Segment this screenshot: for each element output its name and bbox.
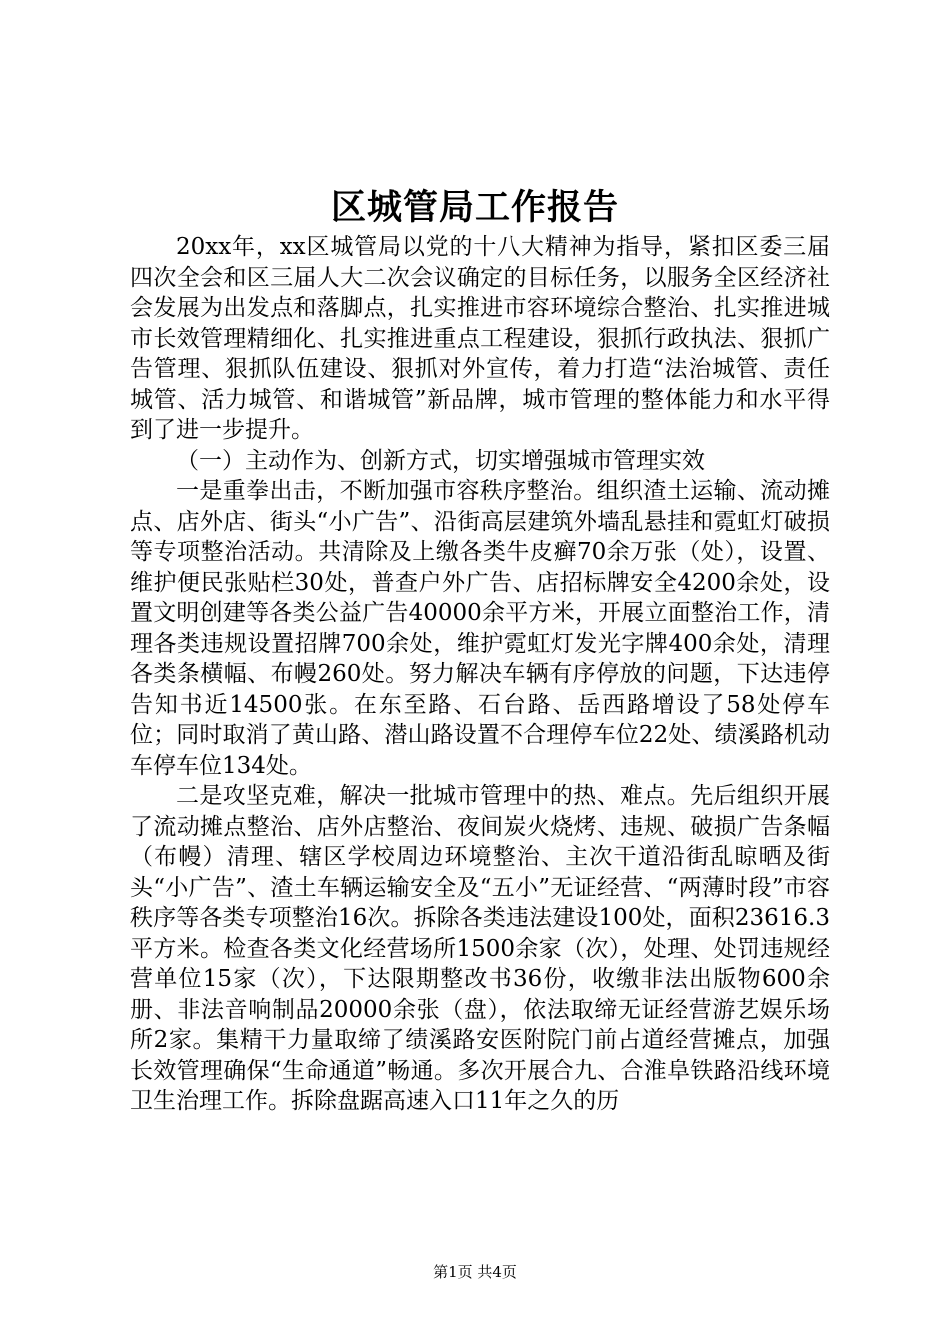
section-heading: （一）主动作为、创新方式，切实增强城市管理实效	[176, 447, 705, 474]
document-title: 区城管局工作报告	[330, 187, 619, 228]
document-body	[130, 232, 830, 1117]
page-footer: 第1页 共4页	[433, 1263, 517, 1281]
paragraph-point-one: 一是重拳出击，不断加强市容秩序整治。组织渣土运输、流动摊点、店外店、街头“小广告”、沿街高层建筑外墙乱悬挂和霓虹灯破损等专项整治活动。共清除及上缴各类牛皮癣70余万张（处），设置、维护便民张贴栏30处，普查户外广告、店招标牌安全4200余处，设置文明创建等各类公益广告40000余平方米，开展立面整治工作，清理各类违规设置招牌700余处，维护霓虹灯发光字牌400余处，清理各类条横幅、布幔260处。努力解决车辆有序停放的问题，下达违停告知书近14500张。在东至路、石台路、岳西路增设了58处停车位；同时取消了黄山路、潜山路设置不合理停车位22处、绩溪路机动车停车位134处。	[130, 478, 830, 779]
paragraph-intro: 20xx年，xx区城管局以党的十八大精神为指导，紧扣区委三届四次全会和区三届人大二次会议确定的目标任务，以服务全区经济社会发展为出发点和落脚点，扎实推进市容环境综合整治、扎实推进城市长效管理精细化、扎实推进重点工程建设，狠抓行政执法、狠抓广告管理、狠抓队伍建设、狠抓对外宣传，着力打造“法治城管、责任城管、活力城管、和谐城管”新品牌，城市管理的整体能力和水平得到了进一步提升。	[130, 234, 830, 443]
paragraph-point-two: 二是攻坚克难，解决一批城市管理中的热、难点。先后组织开展了流动摊点整治、店外店整治、夜间炭火烧烤、违规、破损广告条幅（布幔）清理、辖区学校周边环境整治、主次干道沿街乱晾晒及街头“小广告”、渣土车辆运输安全及“五小”无证经营、“两薄时段”市容秩序等各类专项整治16次。拆除各类违法建设100处，面积23616.3平方米。检查各类文化经营场所1500余家（次），处理、处罚违规经营单位15家（次），下达限期整改书36份，收缴非法出版物600余册、非法音响制品20000余张（盘），依法取缔无证经营游艺娱乐场所2家。集精干力量取缔了绩溪路安医附院门前占道经营摊点，加强长效管理确保“生命通道”畅通。多次开展合九、合淮阜铁路沿线环境卫生治理工作。拆除盘踞高速入口11年之久的历	[130, 783, 830, 1114]
